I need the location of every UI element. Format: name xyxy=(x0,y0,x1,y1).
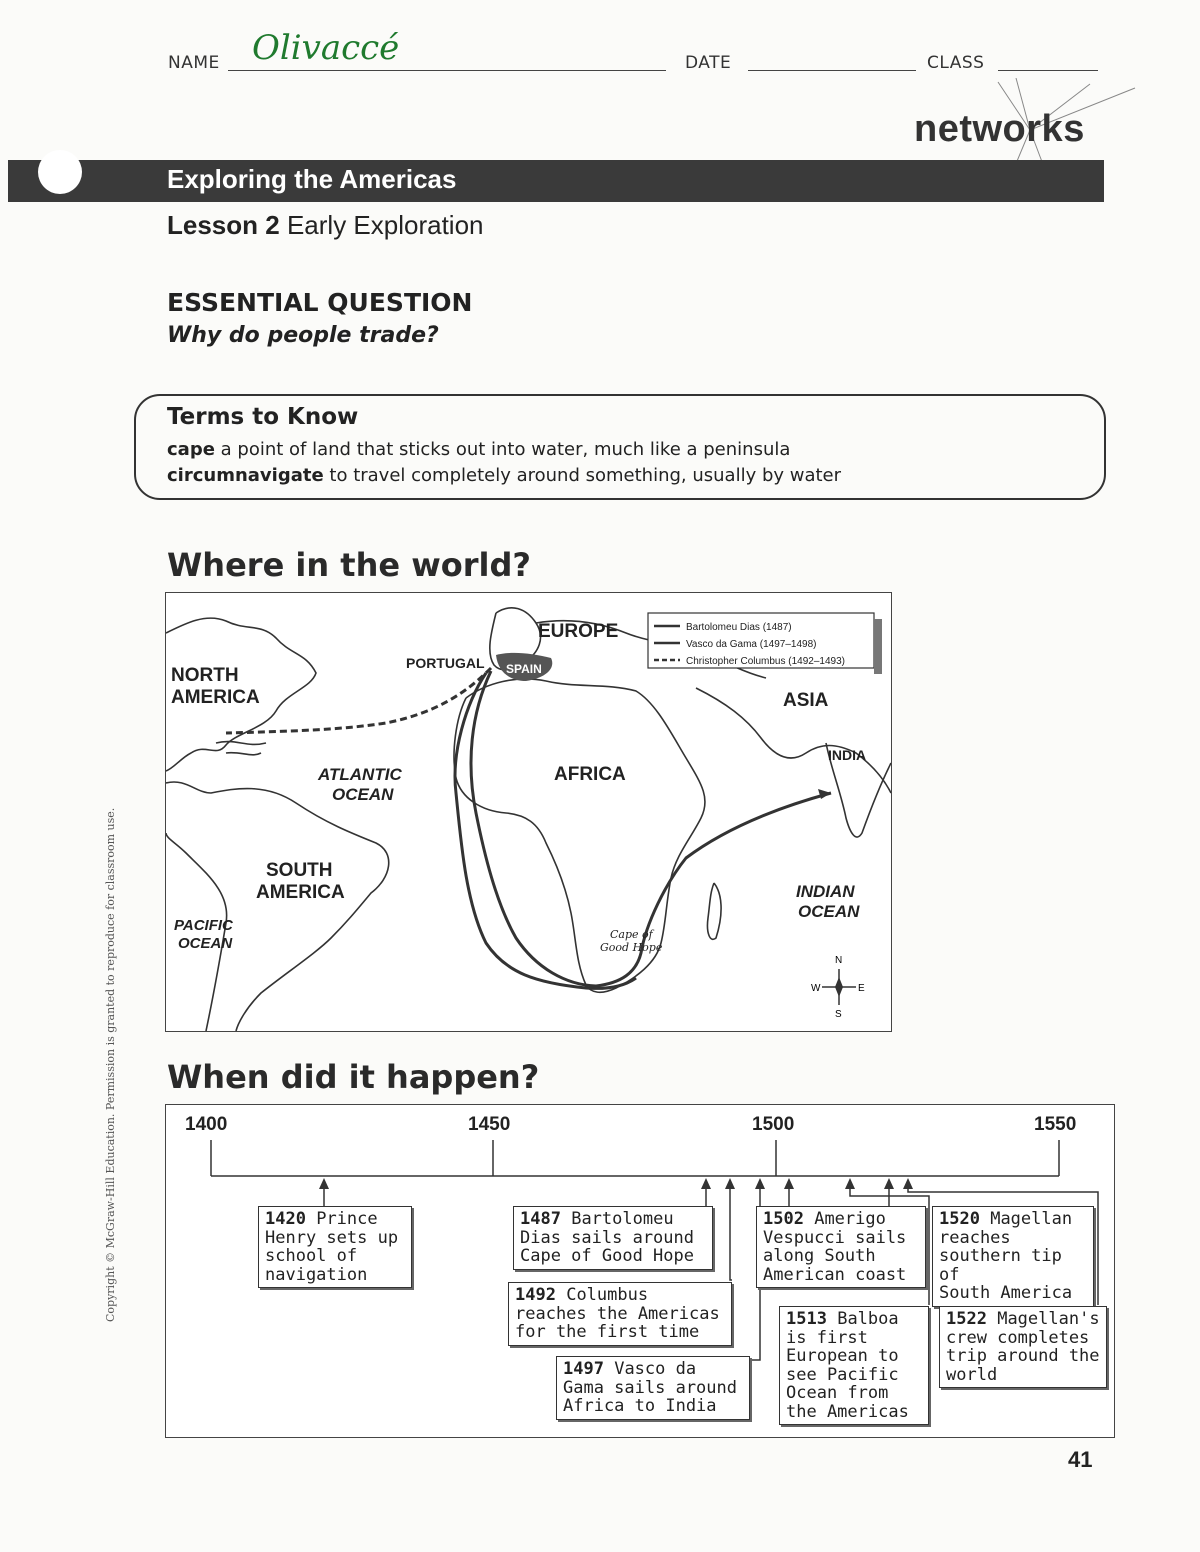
asia-label: ASIA xyxy=(783,690,829,711)
timeline-event-1502: 1502 Amerigo Vespucci sails along South American coast xyxy=(756,1206,926,1288)
term-definition: to travel completely around something, usually by water xyxy=(329,465,842,486)
tick-label: 1500 xyxy=(752,1114,795,1135)
name-label: NAME xyxy=(168,53,220,73)
spain-label: SPAIN xyxy=(506,662,542,676)
portugal-label: PORTUGAL xyxy=(406,655,485,671)
chapter-title: Exploring the Americas xyxy=(167,164,457,194)
atlantic-label-2: OCEAN xyxy=(332,785,394,804)
brand-logo: networks xyxy=(914,108,1085,150)
map-heading: Where in the world? xyxy=(167,546,531,584)
south-america-label-2: AMERICA xyxy=(256,882,345,903)
pacific-label-2: OCEAN xyxy=(178,935,233,952)
cape-label-2: Good Hope xyxy=(600,941,663,954)
legend-dias-label: Bartolomeu Dias (1487) xyxy=(686,622,792,633)
date-label: DATE xyxy=(685,53,732,73)
tick-label: 1450 xyxy=(468,1114,511,1135)
cape-label-1: Cape of xyxy=(610,928,653,941)
terms-title: Terms to Know xyxy=(167,404,359,430)
compass-w: W xyxy=(811,983,821,994)
compass-s: S xyxy=(835,1009,842,1020)
indian-label-1: INDIAN xyxy=(796,882,855,901)
essential-question: Why do people trade? xyxy=(167,323,439,348)
india-label: INDIA xyxy=(828,747,867,763)
lesson-number: Lesson 2 xyxy=(167,210,280,240)
south-america-label-1: SOUTH xyxy=(266,860,333,881)
essential-question-label: ESSENTIAL QUESTION xyxy=(167,288,473,317)
compass-e: E xyxy=(858,983,865,994)
page-number: 41 xyxy=(1068,1447,1093,1472)
north-america-label-2: AMERICA xyxy=(171,687,260,708)
term-definition: a point of land that sticks out into water, much like a peninsula xyxy=(220,439,791,460)
tick-label: 1400 xyxy=(185,1114,228,1135)
africa-label: AFRICA xyxy=(554,764,626,785)
compass-n: N xyxy=(835,955,843,966)
term-word: cape xyxy=(167,439,215,460)
timeline-event-1522: 1522 Magellan's crew completes trip around the world xyxy=(939,1306,1107,1388)
tick-label: 1550 xyxy=(1034,1114,1077,1135)
atlantic-label-1: ATLANTIC xyxy=(318,765,402,784)
timeline-event-1513: 1513 Balboa is first European to see Pacific Ocean from the Americas xyxy=(779,1306,929,1425)
lesson-title: Early Exploration xyxy=(286,210,484,240)
timeline-heading: When did it happen? xyxy=(167,1058,540,1096)
legend-columbus-label: Christopher Columbus (1492–1493) xyxy=(686,656,845,667)
copyright-notice: Copyright © McGraw-Hill Education. Permission is granted to reproduce for classroom use. xyxy=(104,807,117,1322)
term-word: circumnavigate xyxy=(167,465,324,486)
timeline-event-1492: 1492 Columbus reaches the Americas for the first time xyxy=(508,1282,732,1346)
pacific-label-1: PACIFIC xyxy=(174,917,233,934)
timeline-event-1420: 1420 Prince Henry sets up school of navigation xyxy=(258,1206,412,1288)
timeline-event-1487: 1487 Bartolomeu Dias sails around Cape of Good Hope xyxy=(513,1206,713,1270)
timeline-event-1497: 1497 Vasco da Gama sails around Africa to India xyxy=(556,1356,750,1420)
north-america-label-1: NORTH xyxy=(171,665,239,686)
class-label: CLASS xyxy=(927,53,985,73)
indian-label-2: OCEAN xyxy=(798,902,860,921)
timeline-event-1520: 1520 Magellan reaches southern tip of South America xyxy=(932,1206,1094,1307)
legend-gama-label: Vasco da Gama (1497–1498) xyxy=(686,639,817,650)
name-value: Olivaccé xyxy=(252,28,400,68)
europe-label: EUROPE xyxy=(538,621,619,642)
